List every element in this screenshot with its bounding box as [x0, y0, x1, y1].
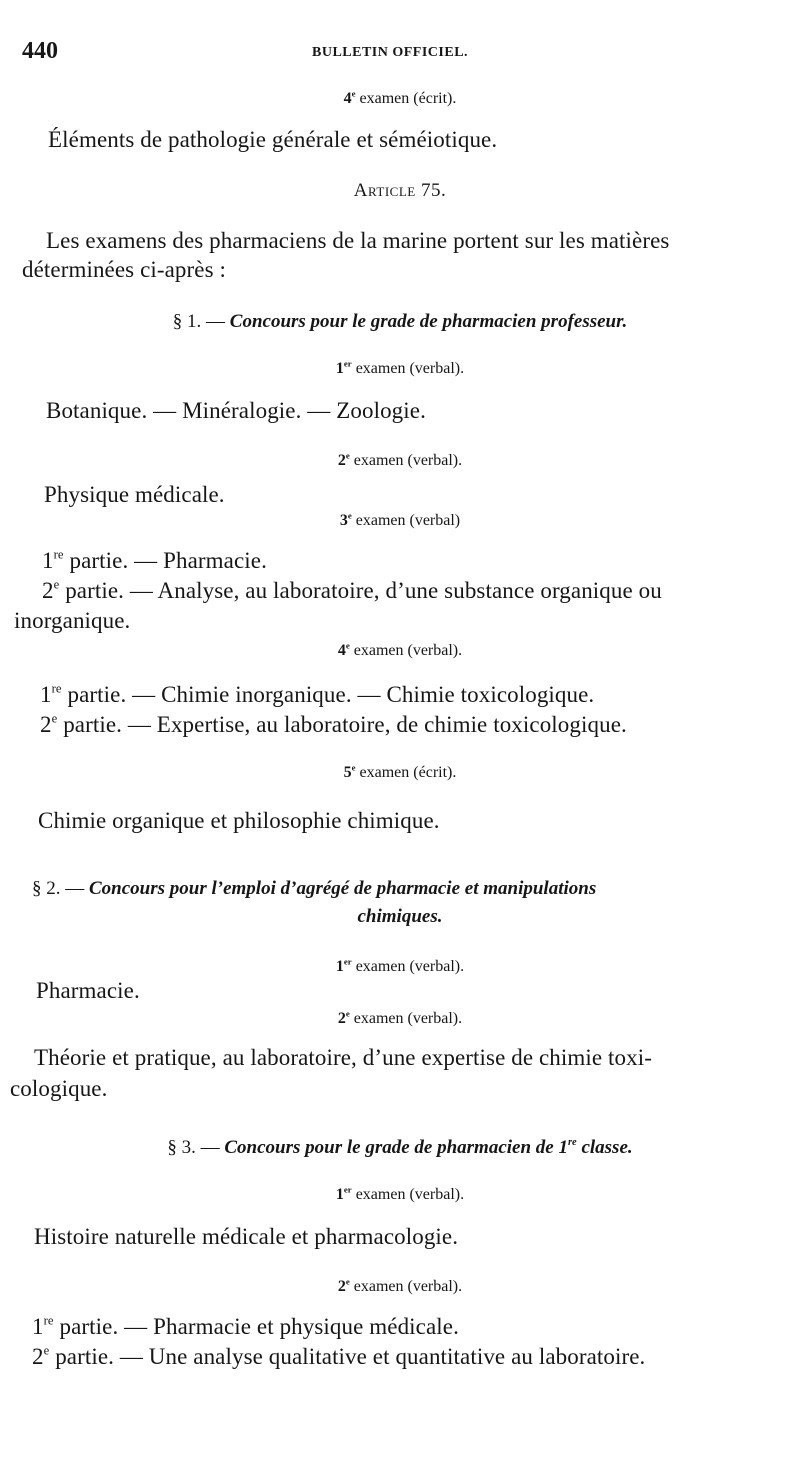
paragraph-line: Histoire naturelle médicale et pharmacologie.	[34, 1224, 459, 1249]
section-heading: § 3. — Concours pour le grade de pharmacien de 1re classe.	[167, 1137, 633, 1158]
paragraph-line: 2e partie. — Analyse, au laboratoire, d’une substance organique ou	[42, 577, 662, 603]
exam-heading: 2e examen (verbal).	[337, 450, 463, 469]
page-number: 440	[22, 38, 58, 64]
exam-heading: 4e examen (verbal).	[337, 640, 463, 659]
exam-heading: 1er examen (verbal).	[335, 1184, 465, 1203]
running-title: BULLETIN OFFICIEL.	[312, 45, 469, 60]
paragraph-line: Éléments de pathologie générale et séméiotique.	[48, 127, 498, 152]
exam-heading: 2e examen (verbal).	[337, 1276, 463, 1295]
paragraph-line: 2e partie. — Une analyse qualitative et quantitative au laboratoire.	[32, 1343, 646, 1369]
exam-heading: 3e examen (verbal)	[339, 510, 461, 529]
paragraph-line: 1re partie. — Pharmacie et physique médicale.	[32, 1313, 459, 1339]
section-heading: § 2. — Concours pour l’emploi d’agrégé de pharmacie et manipulations	[32, 878, 597, 899]
paragraph-line: Physique médicale.	[44, 482, 225, 507]
exam-heading: 4e examen (écrit).	[343, 88, 457, 107]
exam-heading: 5e examen (écrit).	[343, 762, 457, 781]
section-heading: § 1. — Concours pour le grade de pharmacien professeur.	[172, 311, 628, 332]
article-heading: Article 75.	[353, 180, 447, 201]
exam-heading: 2e examen (verbal).	[337, 1008, 463, 1027]
paragraph-line: 2e partie. — Expertise, au laboratoire, de chimie toxicologique.	[40, 711, 627, 737]
exam-heading: 1er examen (verbal).	[335, 358, 465, 377]
paragraph-line: Pharmacie.	[36, 978, 140, 1003]
paragraph-line: 1re partie. — Pharmacie.	[42, 547, 267, 573]
paragraph-line: Botanique. — Minéralogie. — Zoologie.	[46, 398, 426, 423]
paragraph-line: cologique.	[10, 1076, 108, 1101]
paragraph-line: Chimie organique et philosophie chimique.	[38, 808, 440, 833]
exam-heading: 1er examen (verbal).	[335, 956, 465, 975]
paragraph-line: inorganique.	[14, 608, 131, 633]
section-heading-continued: chimiques.	[357, 906, 443, 927]
paragraph-line: Les examens des pharmaciens de la marine portent sur les matières	[46, 228, 670, 253]
paragraph-line: déterminées ci-après :	[22, 257, 226, 282]
paragraph-line: Théorie et pratique, au laboratoire, d’une expertise de chimie toxi-	[34, 1045, 652, 1070]
paragraph-line: 1re partie. — Chimie inorganique. — Chimie toxicologique.	[40, 681, 595, 707]
